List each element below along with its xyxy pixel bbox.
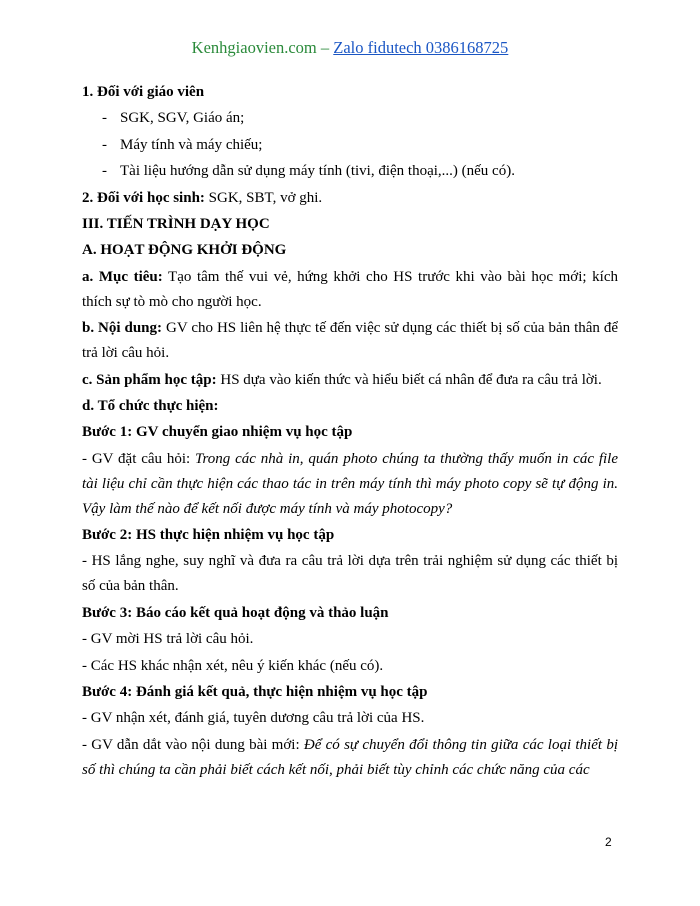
- student-line: [82, 186, 618, 211]
- goal-text: Tạo tâm thế vui vẻ, hứng khởi cho HS trước khi vào bài học mới; kích thích sự tò mò cho người học.: [82, 268, 618, 310]
- step4-prefix: - GV dẫn dắt vào nội dung bài mới:: [82, 736, 304, 753]
- step4-line1: - GV nhận xét, đánh giá, tuyên dương câu trả lời của HS.: [82, 710, 425, 727]
- header-separator: –: [316, 38, 334, 57]
- step4-paragraph: [82, 733, 618, 783]
- implementation-heading: d. Tổ chức thực hiện:: [82, 397, 219, 414]
- product-text: HS dựa vào kiến thức và hiểu biết cá nhân để đưa ra câu trả lời.: [216, 371, 602, 388]
- teacher-item-text: SGK, SGV, Giáo án;: [120, 110, 245, 127]
- teacher-heading: 1. Đối với giáo viên: [82, 84, 205, 100]
- step1-paragraph: [82, 447, 618, 522]
- content-text: GV cho HS liên hệ thực tế đến việc sử dụng các thiết bị số của bản thân để trả lời câu hỏi.: [82, 320, 618, 362]
- student-heading: 2. Đối với học sinh:: [82, 189, 205, 206]
- step1-prefix: - GV đặt câu hỏi:: [82, 450, 196, 467]
- student-text: SGK, SBT, vở ghi.: [204, 189, 323, 206]
- page-header: [0, 38, 700, 58]
- section-a-heading: A. HOẠT ĐỘNG KHỞI ĐỘNG: [82, 242, 287, 259]
- step3-heading: Bước 3: Báo cáo kết quả hoạt động và thảo luận: [82, 604, 389, 621]
- step3-line: - Các HS khác nhận xét, nêu ý kiến khác (nếu có).: [82, 657, 384, 674]
- goal-paragraph: [82, 265, 618, 315]
- step1-heading: Bước 1: GV chuyển giao nhiệm vụ học tập: [82, 424, 353, 441]
- step3-line: - GV mời HS trả lời câu hỏi.: [82, 631, 254, 648]
- teacher-item-text: Máy tính và máy chiếu;: [120, 136, 263, 153]
- content-label: b. Nội dung:: [82, 320, 163, 337]
- step2-heading: Bước 2: HS thực hiện nhiệm vụ học tập: [82, 527, 335, 544]
- teacher-item-text: Tài liệu hướng dẫn sử dụng máy tính (tivi, điện thoại,...) (nếu có).: [120, 163, 515, 180]
- section-3-heading: III. TIẾN TRÌNH DẠY HỌC: [82, 215, 270, 232]
- document-body: [82, 80, 618, 784]
- product-paragraph: [82, 368, 618, 393]
- teacher-item: - Tài liệu hướng dẫn sử dụng máy tính (tivi, điện thoại,...) (nếu có).: [82, 159, 618, 184]
- contact-link[interactable]: Zalo fidutech 0386168725: [333, 38, 509, 57]
- step2-text: - HS lắng nghe, suy nghĩ và đưa ra câu trả lời dựa trên trải nghiệm sử dụng các thiết bị số của bản thân.: [82, 553, 618, 595]
- site-name: Kenhgiaovien.com: [191, 38, 317, 57]
- teacher-item: - SGK, SGV, Giáo án;: [82, 106, 618, 131]
- goal-label: a. Mục tiêu:: [82, 268, 163, 285]
- step1-question: Trong các nhà in, quán photo chúng ta thường thấy muốn in các file tài liệu chỉ cần thực hiện các thao tác in trên máy tính thì máy photo copy sẽ tự động in. Vậy làm thế nào để kết nối được máy tính và máy photocopy?: [82, 450, 618, 517]
- step4-heading: Bước 4: Đánh giá kết quả, thực hiện nhiệm vụ học tập: [82, 684, 428, 701]
- page-number: 2: [605, 835, 612, 849]
- teacher-item: - Máy tính và máy chiếu;: [82, 133, 618, 158]
- product-label: c. Sản phẩm học tập:: [82, 371, 217, 388]
- step4-intro: Để có sự chuyển đổi thông tin giữa các loại thiết bị số thì chúng ta cần phải biết cách kết nối, phải biết tùy chỉnh các chức năng của các: [82, 736, 618, 778]
- content-paragraph: [82, 316, 618, 366]
